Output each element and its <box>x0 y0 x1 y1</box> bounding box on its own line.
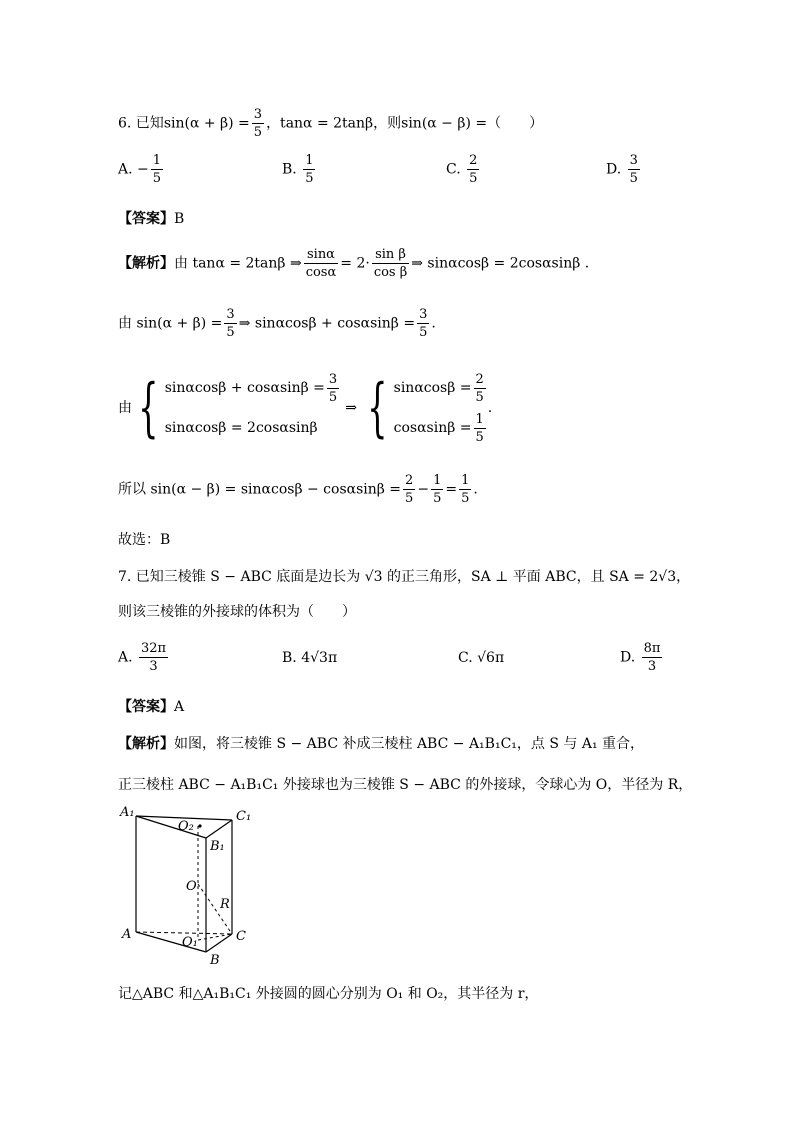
q7-option-c[interactable]: C. √6π <box>458 650 505 666</box>
q6-option-a[interactable]: A. − $\frac{1}{5}$ <box>118 153 162 186</box>
fraction: $\frac{3}{5}$ <box>253 107 263 140</box>
label-C: C <box>236 929 246 944</box>
left-brace-icon: { <box>138 371 159 445</box>
q7-analysis-step1: 【解析】如图，将三棱锥 S − ABC 补成三棱柱 ABC − A₁B₁C₁，点 S 与 A₁ 重合， <box>118 736 645 752</box>
label-O2: O₂ <box>178 819 194 834</box>
q6-answer: 【答案】B <box>118 211 185 227</box>
q6-option-c[interactable]: C. $\frac{2}{5}$ <box>446 153 478 186</box>
prism-figure <box>118 800 268 970</box>
q6-analysis-step3: 由{ sinαcosβ + cosαsinβ = $\frac{3}{5}$ sinαcosβ = 2cosαsinβ ⇒ { sinαcosβ = $\frac{2}{5}$ cosαsinβ = $\frac{1}{5}$ . <box>118 371 493 445</box>
label-B1: B₁ <box>210 839 225 854</box>
q6-choose: 故选：B <box>118 532 171 548</box>
label-B: B <box>210 953 220 968</box>
q6-option-d[interactable]: D. $\frac{3}{5}$ <box>606 153 638 186</box>
q7-answer: 【答案】A <box>118 699 185 715</box>
q6-analysis-step1: 【解析】由 tanα = 2tanβ ⇒ $\frac{\sin\alpha}{\cos\alpha}$ = 2· $\frac{\text{sin β}}{\text{cos β}}$ ⇒ sinαcosβ = 2cosαsinβ . <box>118 247 590 280</box>
label-O1: O₁ <box>182 935 198 950</box>
q7-analysis-step3: 记△ABC 和△A₁B₁C₁ 外接圆的圆心分别为 O₁ 和 O₂，其半径为 r， <box>118 986 539 1002</box>
q6-analysis-step2: 由 sin(α + β) = $\frac{3}{5}$ ⇒ sinαcosβ + cosαsinβ = $\frac{3}{5}$ . <box>118 307 436 340</box>
q7-analysis-step2: 正三棱柱 ABC − A₁B₁C₁ 外接球也为三棱锥 S − ABC 的外接球，令球心为 O，半径为 R， <box>118 777 693 793</box>
q7-stem-line1: 7. 已知三棱锥 S − ABC 底面是边长为 √3 的正三角形，SA ⊥ 平面 ABC，且 SA = 2√3， <box>118 569 691 585</box>
q7-option-b[interactable]: B. 4√3π <box>282 650 338 666</box>
q7-stem-line2: 则该三棱锥的外接球的体积为（ ） <box>118 604 356 620</box>
label-O: O <box>186 879 197 894</box>
q7-option-d[interactable]: D. $\frac{8\pi}{3}$ <box>620 641 661 674</box>
q7-option-a[interactable]: A. $\frac{32\pi}{3}$ <box>118 641 167 674</box>
q6-analysis-step4: 所以 sin(α − β) = sinαcosβ − cosαsinβ = $\frac{2}{5}$ − $\frac{1}{5}$ = $\frac{1}{5}$ . <box>118 473 478 506</box>
label-A: A <box>122 927 132 942</box>
q6-option-b[interactable]: B. $\frac{1}{5}$ <box>282 153 314 186</box>
left-brace-icon: { <box>367 371 388 445</box>
q6-stem: 6. 已知sin(α + β) = $\frac{3}{5}$ ，tanα = 2tanβ，则sin(α − β) =（ ） <box>118 107 544 140</box>
label-R: R <box>220 897 230 912</box>
label-A1: A₁ <box>120 805 135 820</box>
label-C1: C₁ <box>236 809 252 824</box>
